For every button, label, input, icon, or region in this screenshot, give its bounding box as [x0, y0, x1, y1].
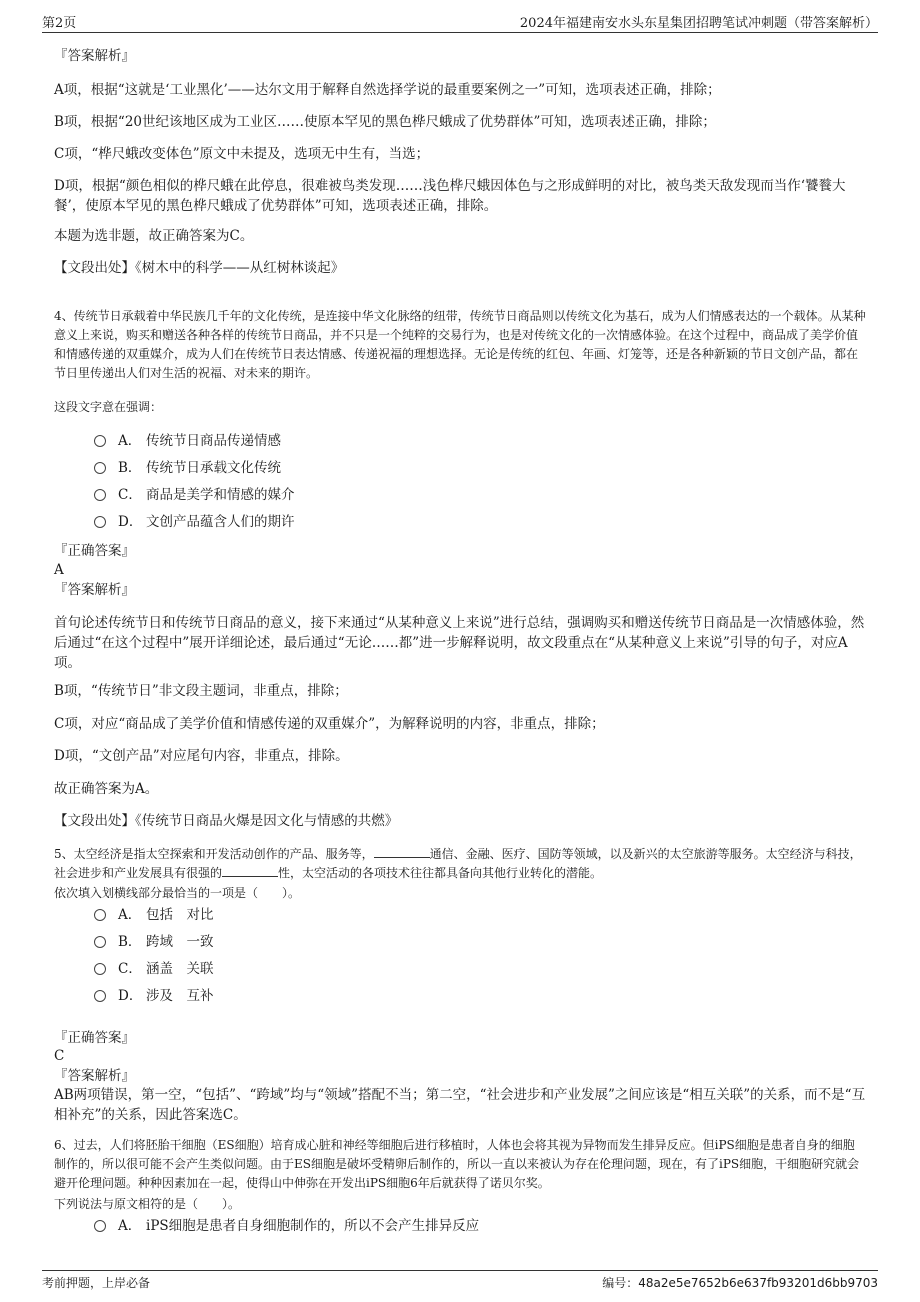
q4-stem: 4、传统节日承载着中华民族几千年的文化传统，是连接中华文化脉络的纽带，传统节日商品则以传统文化为基石，成为人们情感表达的一个载体。从某种意义上来说，购买和赠送各种各样的传统节日商品，并不只是一个纯粹的交易行为，也是对传统文化的一次情感体验。在这个过程中，商品成了美学价值和情感传递的双重媒介，成为人们在传统节日表达情感、传递祝福的理想选择。无论是传统的红包、年画、灯笼等，还是各种新颖的节日文创产品，都在节日里传递出人们对生活的祝福、对未来的期许。 [54, 309, 866, 380]
radio-icon[interactable] [94, 1220, 106, 1232]
q4-analysis-main: 首句论述传统节日和传统节日商品的意义，接下来通过“从某种意义上来说”进行总结，强调购买和赠送传统节日商品是一次情感体验，然后通过“在这个过程中”展开详细论述，最后通过“无论……都”进一步解释说明，故文段重点在“从某种意义上来说”引导的句子，对应A项。 [54, 615, 865, 671]
q3-conclusion: 本题为选非题，故正确答案为C。 [54, 228, 254, 244]
q4-conclusion: 故正确答案为A。 [54, 781, 159, 797]
radio-icon[interactable] [94, 963, 106, 975]
q3-analysis-line: D项，根据“颜色相似的桦尺蛾在此停息，很难被鸟类发现……浅色桦尺蛾因体色与之形成鲜明的对比，被鸟类天敌发现而当作‘饕餮大餐’，使原本罕见的黑色桦尺蛾成了优势群体”可知，选项表述正确，排除。 [54, 178, 846, 214]
q5-answer: C [54, 1048, 65, 1064]
q5-option-a[interactable]: A． 包括 对比 [94, 904, 214, 926]
footer-slogan: 考前押题，上岸必备 [42, 1276, 151, 1290]
q6-option-a[interactable]: A． iPS细胞是患者自身细胞制作的，所以不会产生排异反应 [94, 1215, 479, 1237]
q6-question: 下列说法与原文相符的是（ ）。 [54, 1197, 241, 1211]
q3-analysis-line: C项，“桦尺蛾改变体色”原文中未提及，选项无中生有，当选； [54, 146, 430, 162]
fill-blank [222, 864, 278, 877]
fill-blank [374, 845, 430, 858]
q4-option-c[interactable]: C． 商品是美学和情感的媒介 [94, 484, 295, 506]
document-title: 2024年福建南安水头东星集团招聘笔试冲刺题（带答案解析） [519, 16, 878, 31]
q4-answer: A [54, 562, 64, 578]
radio-icon[interactable] [94, 462, 106, 474]
radio-icon[interactable] [94, 435, 106, 447]
q5-analysis: AB两项错误，第一空，“包括”、“跨域”均与“领域”搭配不当；第二空，“社会进步和产业发展”之间应该是“相互关联”的关系，而不是“互相补充”的关系，因此答案选C。 [54, 1087, 866, 1123]
q5-option-d[interactable]: D． 涉及 互补 [94, 985, 214, 1007]
q4-question: 这段文字意在强调： [54, 400, 163, 414]
radio-icon[interactable] [94, 909, 106, 921]
q4-analysis-line: C项，对应“商品成了美学价值和情感传递的双重媒介”，为解释说明的内容，非重点，排除； [54, 716, 605, 732]
page-header [42, 10, 878, 33]
q5-option-c[interactable]: C． 涵盖 关联 [94, 958, 214, 980]
q6-stem: 6、过去，人们将胚胎干细胞（ES细胞）培育成心脏和神经等细胞后进行移植时，人体也会将其视为异物而发生排异反应。但iPS细胞是患者自身的细胞制作的，所以很可能不会产生类似问题。由于ES细胞是破坏受精卵后制作的，所以一直以来被认为存在伦理问题，现在，有了iPS细胞，干细胞研究就会避开伦理问题。种种因素加在一起，使得山中伸弥在开发出iPS细胞6年后就获得了诺贝尔奖。 [54, 1138, 860, 1190]
page-footer [42, 1270, 878, 1291]
q4-analysis-label: 『答案解析』 [54, 582, 135, 598]
q3-source: 【文段出处】《树木中的科学——从红树林谈起》 [54, 260, 345, 276]
q4-answer-label: 『正确答案』 [54, 543, 135, 559]
q4-analysis-line: B项，“传统节日”非文段主题词，非重点，排除； [54, 683, 348, 699]
q3-analysis-line: B项，根据“20世纪该地区成为工业区……使原本罕见的黑色桦尺蛾成了优势群体”可知，选项表述正确，排除； [54, 114, 716, 130]
q5-analysis-label: 『答案解析』 [54, 1068, 135, 1084]
radio-icon[interactable] [94, 990, 106, 1002]
q4-option-d[interactable]: D． 文创产品蕴含人们的期许 [94, 511, 295, 533]
q5-stem: 5、太空经济是指太空探索和开发活动创作的产品、服务等， 通信、金融、医疗、国防等领域，以及新兴的太空旅游等服务。太空经济与科技，社会进步和产业发展具有很强的 性，太空活动的各项技术往往都具备向其他行业转化的潜能。 [54, 847, 862, 880]
document-id: 编号：48a2e5e7652b6e637fb93201d6bb9703 [602, 1276, 878, 1290]
page-number: 第2页 [42, 16, 77, 31]
q4-analysis-line: D项，“文创产品”对应尾句内容，非重点，排除。 [54, 748, 349, 764]
q3-analysis-line: A项，根据“这就是‘工业黑化’——达尔文用于解释自然选择学说的最重要案例之一”可知，选项表述正确，排除； [54, 82, 721, 98]
q5-answer-label: 『正确答案』 [54, 1030, 135, 1046]
radio-icon[interactable] [94, 936, 106, 948]
q3-analysis-label: 『答案解析』 [54, 48, 135, 64]
q4-source: 【文段出处】《传统节日商品火爆是因文化与情感的共燃》 [54, 813, 399, 829]
q4-option-a[interactable]: A． 传统节日商品传递情感 [94, 430, 281, 452]
radio-icon[interactable] [94, 489, 106, 501]
q4-option-b[interactable]: B． 传统节日承载文化传统 [94, 457, 281, 479]
radio-icon[interactable] [94, 516, 106, 528]
q5-option-b[interactable]: B． 跨域 一致 [94, 931, 214, 953]
q5-question: 依次填入划横线部分最恰当的一项是（ ）。 [54, 886, 301, 900]
